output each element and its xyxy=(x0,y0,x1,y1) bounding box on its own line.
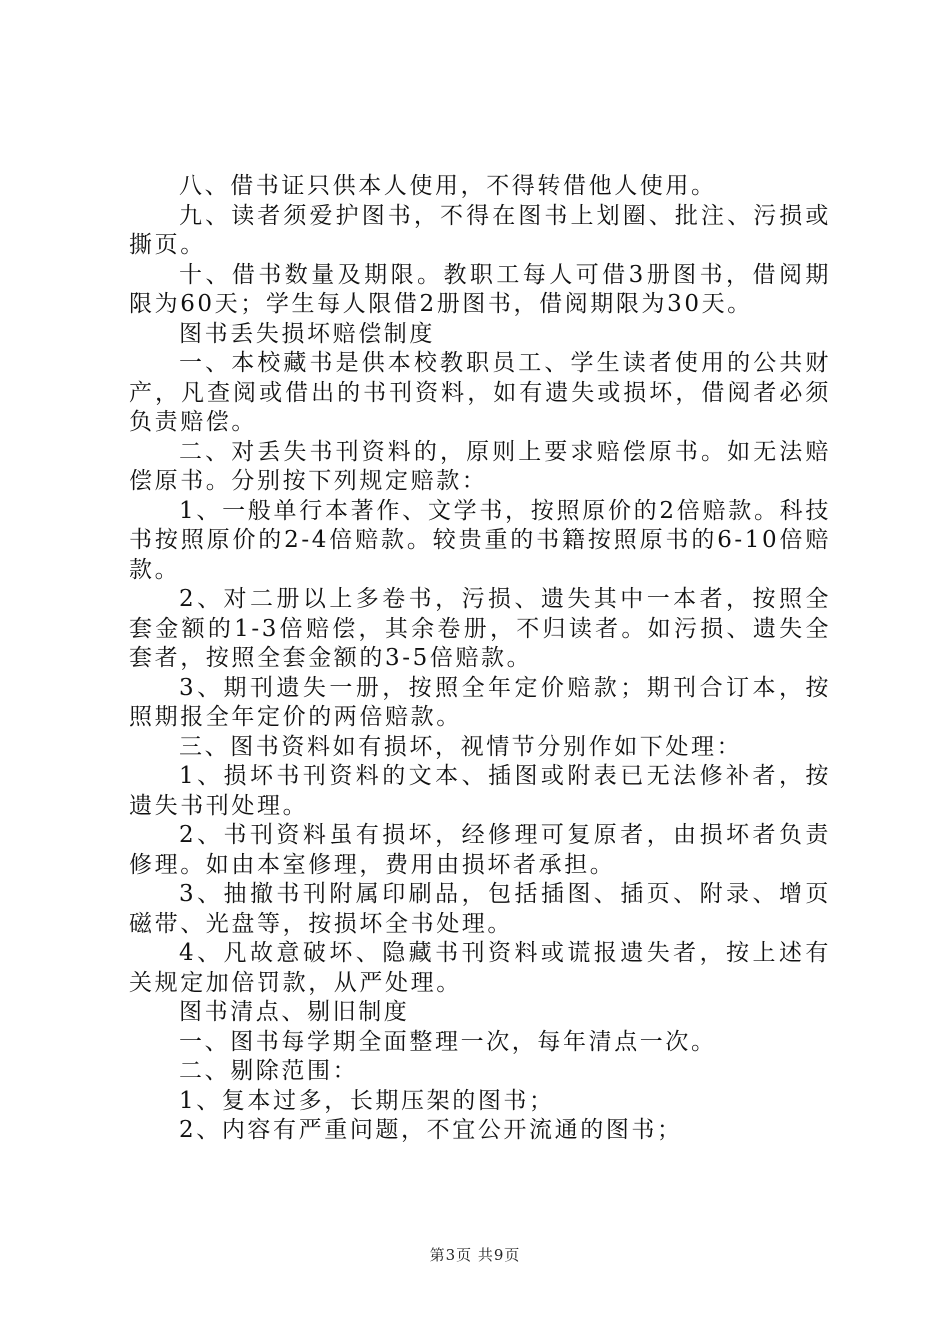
section-heading: 图书丢失损坏赔偿制度 xyxy=(179,320,435,347)
paragraph: 一、本校藏书是供本校教职员工、学生读者使用的公共财产，凡查阅或借出的书刊资料，如有遗失或损坏，借阅者必须负责赔偿。 xyxy=(129,350,831,435)
paragraph: 二、剔除范围： xyxy=(179,1058,359,1084)
paragraph: 2、内容有严重问题，不宜公开流通的图书； xyxy=(179,1117,683,1143)
paragraph: 1、损坏书刊资料的文本、插图或附表已无法修补者，按遗失书刊处理。 xyxy=(129,763,831,819)
paragraph: 一、图书每学期全面整理一次，每年清点一次。 xyxy=(179,1028,717,1055)
section-heading: 图书清点、剔旧制度 xyxy=(179,999,410,1025)
paragraph: 2、书刊资料虽有损坏，经修理可复原者，由损坏者负责修理。如由本室修理，费用由损坏者承担。 xyxy=(129,822,831,878)
paragraph: 3、期刊遗失一册，按照全年定价赔款；期刊合订本，按照期报全年定价的两倍赔款。 xyxy=(129,674,831,730)
paragraph: 二、对丢失书刊资料的，原则上要求赔偿原书。如无法赔偿原书。分别按下列规定赔款： xyxy=(129,438,831,494)
paragraph: 八、借书证只供本人使用，不得转借他人使用。 xyxy=(179,173,717,199)
page-number-footer: 第3页 共9页 xyxy=(429,1246,521,1264)
document-body xyxy=(129,172,831,1146)
paragraph: 3、抽撤书刊附属印刷品，包括插图、插页、附录、增页磁带、光盘等，按损坏全书处理。 xyxy=(129,881,831,937)
paragraph: 1、复本过多，长期压架的图书； xyxy=(179,1087,555,1114)
paragraph: 4、凡故意破坏、隐藏书刊资料或谎报遗失者，按上述有关规定加倍罚款，从严处理。 xyxy=(129,940,831,996)
paragraph: 2、对二册以上多卷书，污损、遗失其中一本者，按照全套金额的1-3倍赔偿，其余卷册，不归读者。如污损、遗失全套者，按照全套金额的3-5倍赔款。 xyxy=(129,586,831,671)
paragraph: 1、一般单行本著作、文学书，按照原价的2倍赔款。科技书按照原价的2-4倍赔款。较贵重的书籍按照原书的6-10倍赔款。 xyxy=(129,497,831,583)
paragraph: 三、图书资料如有损坏，视情节分别作如下处理： xyxy=(179,733,743,760)
paragraph: 九、读者须爱护图书，不得在图书上划圈、批注、污损或撕页。 xyxy=(129,202,831,258)
paragraph: 十、借书数量及期限。教职工每人可借3册图书，借阅期限为60天；学生每人限借2册图书，借阅期限为30天。 xyxy=(129,261,831,317)
